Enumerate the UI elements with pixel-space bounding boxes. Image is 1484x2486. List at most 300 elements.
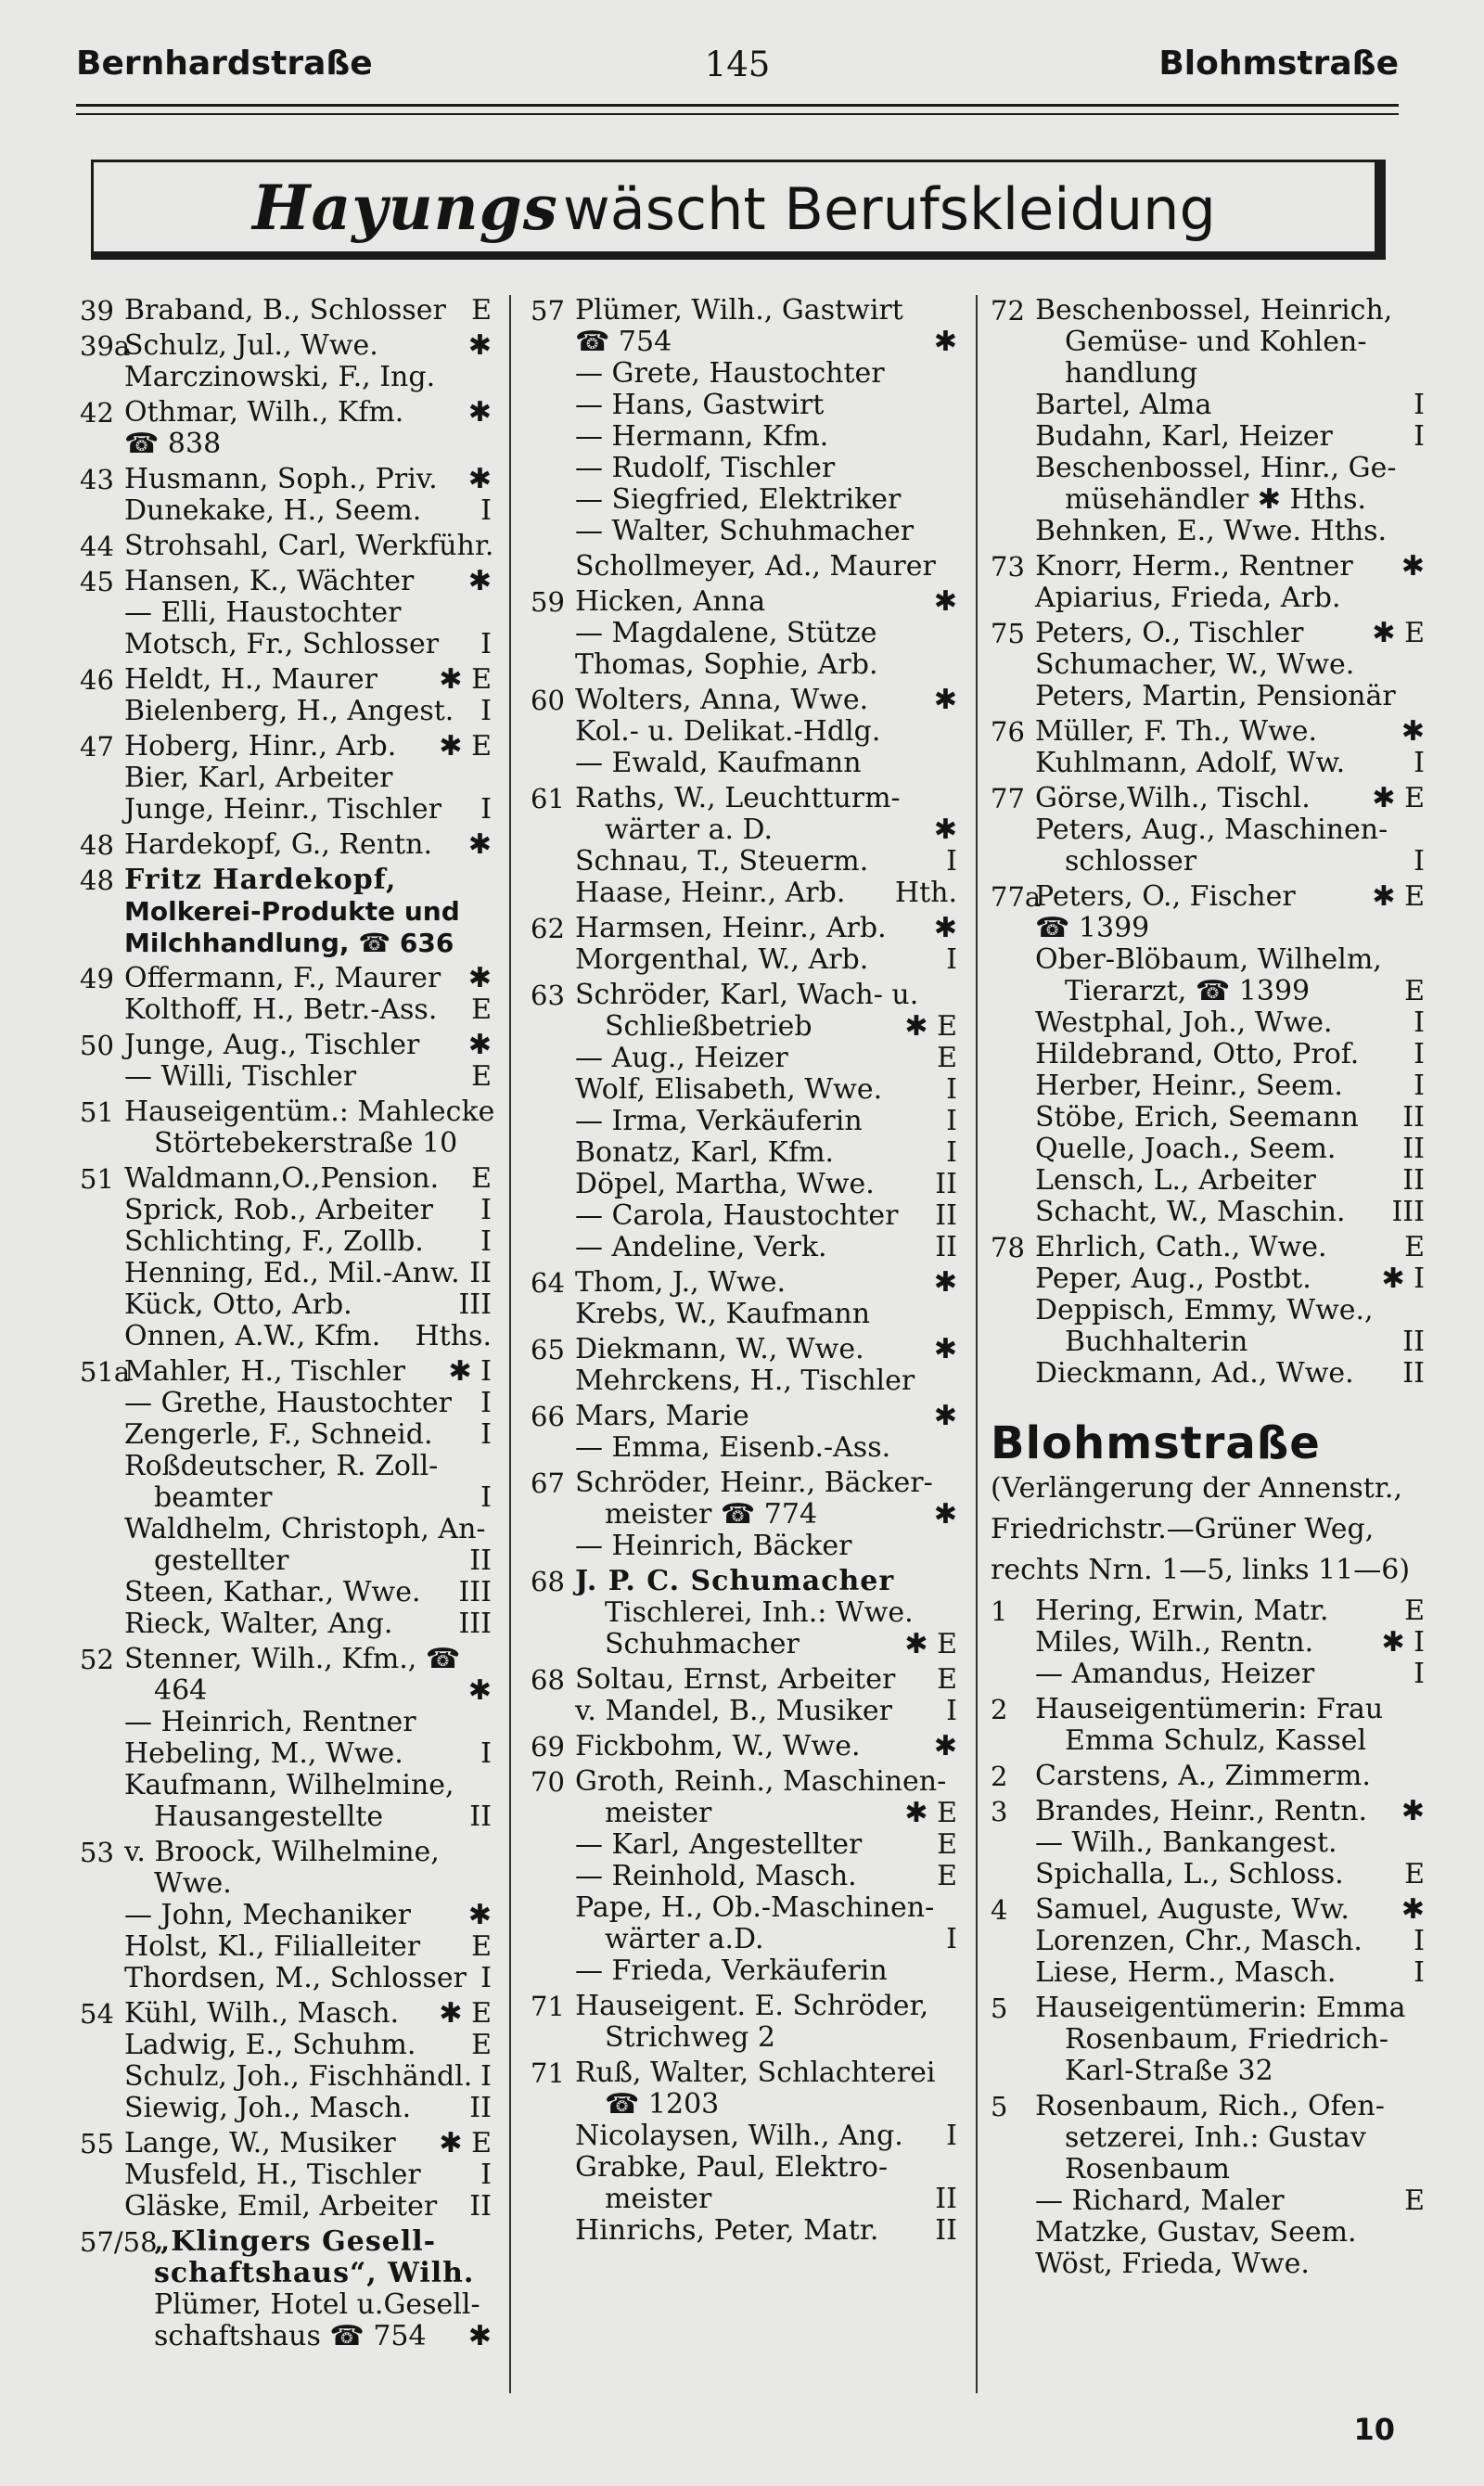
entry-line — [531, 2152, 957, 2184]
house-number: 75 — [991, 618, 1025, 649]
resident-text: Steen, Kathar., Wwe. — [124, 1576, 421, 1608]
directory-entry — [991, 1761, 1425, 1792]
entry-line — [991, 1197, 1425, 1228]
entry-line — [531, 1696, 957, 1727]
resident-text: — Aug., Heizer — [575, 1042, 788, 1074]
resident-text: Müller, F. Th., Wwe. — [1035, 715, 1318, 748]
entry-line — [531, 1074, 957, 1106]
directory-entry — [80, 397, 492, 460]
entry-line — [80, 1577, 492, 1608]
resident-text: Wolters, Anna, Wwe. — [575, 684, 869, 716]
entry-line — [991, 649, 1425, 681]
resident-text: — Richard, Maler — [1035, 2185, 1285, 2217]
entry-line — [80, 1931, 492, 1963]
house-number: 5 — [991, 1993, 1008, 2024]
resident-text: Morgenthal, W., Arb. — [575, 943, 869, 976]
house-number: 1 — [991, 1595, 1008, 1627]
entry-line — [531, 716, 957, 748]
resident-text: Knorr, Herm., Rentner — [1035, 550, 1353, 583]
resident-text: — Ewald, Kaufmann — [575, 747, 862, 779]
floor-marker: II — [469, 1257, 492, 1289]
entry-line — [80, 1195, 492, 1226]
house-number: 50 — [80, 1030, 114, 1061]
resident-text: Bier, Karl, Arbeiter — [124, 762, 393, 794]
resident-text: Onnen, A.W., Kfm. — [124, 1320, 381, 1352]
resident-text: Döpel, Martha, Wwe. — [575, 1168, 875, 1200]
resident-text: Hansen, K., Wächter — [124, 565, 415, 597]
resident-text: Kolthoff, H., Betr.-Ass. — [124, 993, 438, 1026]
resident-text: Musfeld, H., Tischler — [124, 2159, 421, 2191]
entry-line — [991, 881, 1425, 913]
resident-text: Mahler, H., Tischler — [124, 1355, 405, 1388]
entry-line — [991, 846, 1425, 878]
column-divider — [976, 295, 978, 2393]
entry-line — [531, 1629, 957, 1660]
resident-text: Schuhmacher — [605, 1628, 800, 1660]
entry-line — [991, 516, 1425, 547]
entry-line — [80, 1837, 492, 1868]
floor-marker: ✱ E — [1372, 880, 1425, 913]
resident-text: Deppisch, Emmy, Wwe., — [1035, 1294, 1374, 1326]
entry-line — [991, 1926, 1425, 1957]
resident-text: wärter a.D. — [605, 1923, 764, 1955]
house-number: 62 — [531, 913, 565, 944]
resident-text: Ehrlich, Cath., Wwe. — [1035, 1231, 1327, 1263]
directory-entry — [531, 1401, 957, 1464]
floor-marker: ✱ — [933, 684, 957, 716]
resident-text: — Reinhold, Masch. — [575, 1860, 857, 1892]
directory-entry — [991, 1993, 1425, 2087]
entry-line — [80, 928, 492, 959]
resident-text: Görse,Wilh., Tischl. — [1035, 782, 1311, 814]
entry-line — [991, 1694, 1425, 1725]
resident-text: Groth, Reinh., Maschinen- — [575, 1765, 947, 1798]
house-number: 57 — [531, 295, 565, 327]
floor-marker: I — [1414, 747, 1425, 779]
directory-entry — [80, 1096, 495, 1160]
house-number: 53 — [80, 1837, 114, 1868]
floor-marker: E — [471, 993, 492, 1026]
resident-text: Gläske, Emil, Arbeiter — [124, 2190, 438, 2223]
entry-line — [991, 1263, 1425, 1295]
directory-entry — [531, 913, 957, 976]
entry-line — [531, 1432, 957, 1464]
directory-entry — [531, 1467, 957, 1562]
resident-text: Motsch, Fr., Schlosser — [124, 628, 440, 660]
floor-marker: I — [1414, 1070, 1425, 1102]
entry-line — [80, 2159, 492, 2191]
floor-marker: E — [471, 2029, 492, 2061]
entry-line — [531, 1365, 957, 1397]
resident-text: Schnau, T., Steuerm. — [575, 845, 869, 878]
resident-text: — Hans, Gastwirt — [575, 389, 825, 421]
house-number: 5 — [991, 2091, 1008, 2122]
entry-line — [991, 551, 1425, 583]
entry-line — [531, 748, 957, 779]
floor-marker: I — [1414, 1658, 1425, 1690]
entry-line — [80, 295, 492, 327]
floor-marker: ✱ — [467, 463, 492, 495]
resident-text: Soltau, Ernst, Arbeiter — [575, 1663, 896, 1696]
entry-line — [531, 1334, 957, 1365]
floor-marker: ✱ I — [1381, 1626, 1425, 1659]
entry-line — [991, 1827, 1425, 1859]
floor-marker: E — [937, 1042, 957, 1074]
house-number: 70 — [531, 1766, 565, 1798]
entry-line — [531, 2215, 957, 2247]
resident-text: Rosenbaum, Friedrich- — [1065, 2023, 1388, 2056]
floor-marker: I — [946, 2120, 957, 2152]
directory-entry — [991, 618, 1425, 712]
entry-line — [531, 2022, 957, 2054]
floor-marker: Hth. — [894, 877, 957, 909]
resident-text: handlung — [1065, 357, 1198, 390]
directory-entry — [531, 2057, 957, 2247]
entry-line — [991, 1039, 1425, 1070]
house-number: 51a — [80, 1356, 131, 1388]
entry-line — [531, 1861, 957, 1892]
resident-text: Kuhlmann, Adolf, Ww. — [1035, 747, 1346, 779]
directory-entry — [80, 865, 492, 959]
resident-text: Hauseigentümerin: Emma — [1035, 1992, 1406, 2024]
resident-text: Haase, Heinr., Arb. — [575, 877, 846, 909]
floor-marker: ✱ I — [1381, 1262, 1425, 1295]
resident-text: schaftshaus“, Wilh. — [154, 2257, 475, 2289]
floor-marker: II — [935, 2183, 957, 2215]
floor-marker: I — [946, 1105, 957, 1137]
page-number: 145 — [704, 45, 771, 84]
resident-text: wärter a. D. — [605, 814, 774, 846]
resident-text: Peper, Aug., Postbt. — [1035, 1262, 1311, 1295]
floor-marker: ✱ — [933, 1266, 957, 1299]
entry-line — [80, 1675, 492, 1707]
floor-marker: II — [1402, 1357, 1425, 1390]
floor-marker: II — [1402, 1326, 1425, 1358]
house-number: 2 — [991, 1694, 1008, 1725]
entry-line — [531, 1531, 957, 1562]
entry-line — [80, 731, 492, 762]
resident-text: Budahn, Karl, Heizer — [1035, 420, 1333, 453]
entry-line — [531, 980, 957, 1011]
resident-text: Hering, Erwin, Matr. — [1035, 1595, 1329, 1627]
entry-line — [531, 1924, 957, 1955]
resident-text: Samuel, Auguste, Ww. — [1035, 1893, 1350, 1926]
floor-marker: I — [480, 628, 492, 660]
entry-line — [991, 358, 1425, 390]
resident-text: Waldmann,O.,Pension. — [124, 1162, 440, 1195]
entry-line — [531, 2057, 957, 2089]
entry-line — [531, 1731, 957, 1762]
floor-marker: ✱ — [933, 1498, 957, 1531]
resident-text: Kühl, Wilh., Masch. — [124, 1997, 400, 2030]
entry-line — [991, 618, 1425, 649]
resident-text: Tierarzt, ☎ 1399 — [1065, 975, 1311, 1007]
house-number: 2 — [991, 1761, 1008, 1792]
resident-text: Nicolaysen, Wilh., Ang. — [575, 2120, 903, 2152]
floor-marker: I — [480, 2060, 492, 2093]
floor-marker: I — [1414, 420, 1425, 453]
resident-text: Lange, W., Musiker — [124, 2127, 396, 2159]
house-number: 57/58 — [80, 2226, 158, 2258]
resident-text: meister — [605, 1797, 712, 1829]
entry-line — [991, 484, 1425, 516]
floor-marker: I — [480, 1962, 492, 1994]
entry-line — [80, 362, 492, 393]
resident-text: ☎ 1203 — [605, 2088, 720, 2121]
directory-entry — [80, 1356, 492, 1640]
directory-entry — [531, 1566, 957, 1660]
entry-line — [80, 1998, 492, 2030]
resident-text: Marczinowski, F., Ing. — [124, 361, 436, 393]
floor-marker: ✱ E — [439, 663, 492, 696]
running-head — [76, 45, 1399, 91]
resident-text: Hebeling, M., Wwe. — [124, 1737, 403, 1770]
resident-text: Hicken, Anna — [575, 585, 766, 618]
entry-line — [531, 2089, 957, 2121]
house-number: 3 — [991, 1796, 1008, 1827]
entry-line — [991, 1957, 1425, 1989]
floor-marker: I — [480, 2159, 492, 2191]
house-number: 71 — [531, 1991, 565, 2022]
entry-line — [531, 1798, 957, 1829]
entry-line — [80, 1801, 492, 1833]
entry-line — [991, 1358, 1425, 1390]
entry-line — [531, 358, 957, 390]
directory-entry — [531, 1664, 957, 1727]
directory-entry — [80, 1163, 492, 1352]
resident-text: — Siegfried, Elektriker — [575, 483, 902, 516]
resident-text: Stenner, Wilh., Kfm., ☎ — [124, 1643, 461, 1675]
entry-line — [991, 295, 1425, 327]
house-number: 60 — [531, 685, 565, 716]
entry-line — [80, 1128, 492, 1160]
resident-text: Mars, Marie — [575, 1400, 749, 1432]
entry-line — [991, 1165, 1425, 1197]
resident-text: — Karl, Angestellter — [575, 1828, 863, 1861]
entry-line — [80, 896, 492, 928]
entry-line — [80, 794, 492, 826]
resident-text: Herber, Heinr., Seem. — [1035, 1070, 1343, 1102]
house-number: 48 — [80, 865, 114, 896]
house-number: 67 — [531, 1467, 565, 1499]
entry-line — [80, 1356, 492, 1388]
house-number: 39a — [80, 330, 131, 362]
house-number: 71 — [531, 2057, 565, 2089]
floor-marker: II — [469, 2190, 492, 2223]
floor-marker: E — [471, 1060, 492, 1093]
floor-marker: E — [471, 294, 492, 327]
resident-text: — Amandus, Heizer — [1035, 1658, 1315, 1690]
entry-line — [80, 1868, 492, 1900]
entry-line — [80, 397, 492, 429]
entry-line — [531, 1766, 957, 1798]
floor-marker: ✱ E — [1372, 782, 1425, 814]
entry-line — [531, 1232, 957, 1263]
resident-text: Roßdeutscher, R. Zoll- — [124, 1450, 439, 1482]
floor-marker: I — [480, 1387, 492, 1419]
resident-text: Schulz, Jul., Wwe. — [124, 329, 378, 362]
floor-marker: I — [946, 845, 957, 878]
floor-marker: ✱ — [1401, 715, 1425, 748]
directory-column-1 — [80, 294, 495, 2399]
directory-entry — [991, 881, 1425, 1228]
resident-text: ☎ 1399 — [1035, 912, 1150, 944]
house-number: 77 — [991, 783, 1025, 814]
resident-text: Miles, Wilh., Rentn. — [1035, 1626, 1314, 1659]
entry-line — [531, 1267, 957, 1299]
entry-line — [991, 1007, 1425, 1039]
directory-entry — [80, 731, 492, 826]
floor-marker: I — [1414, 389, 1425, 421]
resident-text: Husmann, Soph., Priv. — [124, 463, 438, 495]
resident-text: Ober-Blöbaum, Wilhelm, — [1035, 943, 1382, 976]
house-number: 59 — [531, 586, 565, 618]
floor-marker: ✱ E — [439, 730, 492, 762]
resident-text: Fickbohm, W., Wwe. — [575, 1730, 861, 1762]
house-number: 72 — [991, 295, 1025, 327]
resident-text: Raths, W., Leuchtturm- — [575, 782, 901, 814]
entry-line — [991, 1761, 1425, 1792]
floor-marker: II — [1402, 1133, 1425, 1165]
entry-line — [991, 421, 1425, 453]
resident-text: 464 — [154, 1674, 208, 1707]
entry-line — [80, 664, 492, 696]
resident-text: Braband, B., Schlosser — [124, 294, 446, 327]
resident-text: — Grete, Haustochter — [575, 357, 885, 390]
resident-text: Carstens, A., Zimmerm. — [1035, 1760, 1371, 1792]
resident-text: Lensch, L., Arbeiter — [1035, 1164, 1316, 1197]
resident-text: Junge, Aug., Tischler — [124, 1029, 420, 1061]
entry-line — [531, 327, 957, 358]
directory-entry — [80, 1998, 492, 2124]
resident-text: Milchhandlung, ☎ 636 — [124, 928, 454, 958]
resident-text: Hauseigentümerin: Frau — [1035, 1693, 1384, 1725]
floor-marker: I — [1414, 1925, 1425, 1957]
floor-marker: ✱ — [933, 1333, 957, 1365]
entry-line — [991, 2056, 1425, 2087]
directory-entry — [80, 295, 492, 327]
resident-text: Hausangestellte — [154, 1800, 384, 1833]
entry-line — [991, 1659, 1425, 1690]
resident-text: Wolf, Elisabeth, Wwe. — [575, 1073, 883, 1106]
entry-line — [80, 1900, 492, 1931]
entry-line — [531, 1566, 957, 1597]
house-number: 49 — [80, 963, 114, 994]
resident-text: v. Broock, Wilhelmine, — [124, 1836, 440, 1868]
entry-line — [80, 531, 492, 562]
floor-marker: I — [1414, 1038, 1425, 1070]
entry-line — [80, 1289, 492, 1321]
floor-marker: II — [469, 1800, 492, 1833]
entry-line — [991, 2249, 1425, 2280]
house-number: 76 — [991, 716, 1025, 748]
entry-line — [531, 1991, 957, 2022]
entry-line — [80, 2321, 492, 2352]
house-number: 73 — [991, 551, 1025, 583]
resident-text: Hardekopf, G., Rentn. — [124, 828, 432, 861]
floor-marker: III — [458, 1576, 492, 1608]
entry-line — [80, 994, 492, 1026]
entry-line — [531, 913, 957, 944]
street-description-line: (Verlängerung der Annenstr., — [991, 1472, 1402, 1505]
resident-text: Schröder, Heinr., Bäcker- — [575, 1467, 933, 1499]
floor-marker: II — [469, 1544, 492, 1577]
resident-text: Behnken, E., Wwe. Hths. — [1035, 515, 1388, 547]
resident-text: Bielenberg, H., Angest. — [124, 695, 454, 727]
floor-marker: II — [469, 2092, 492, 2124]
directory-entry — [991, 1796, 1425, 1890]
resident-text: Pape, H., Ob.-Maschinen- — [575, 1891, 935, 1924]
entry-line — [80, 1545, 492, 1577]
resident-text: Waldhelm, Christoph, An- — [124, 1513, 486, 1545]
entry-line — [991, 1993, 1425, 2024]
entry-line — [531, 846, 957, 878]
advertisement-brand: Hayungs — [252, 172, 558, 244]
resident-text: — Elli, Haustochter — [124, 596, 402, 629]
entry-line — [991, 1070, 1425, 1102]
floor-marker: ✱ — [467, 1029, 492, 1061]
directory-entry — [531, 980, 957, 1263]
resident-text: meister — [605, 2183, 712, 2215]
resident-text: J. P. C. Schumacher — [575, 1565, 895, 1597]
floor-marker: ✱ — [1401, 550, 1425, 583]
resident-text: — Grethe, Haustochter — [124, 1387, 452, 1419]
entry-line — [80, 566, 492, 597]
directory-entry — [991, 551, 1425, 614]
entry-line — [991, 681, 1425, 712]
resident-text: Wwe. — [154, 1867, 232, 1900]
house-number: 54 — [80, 1998, 114, 2030]
directory-entry — [531, 1334, 957, 1397]
header-street-first: Bernhardstraße — [76, 45, 373, 83]
column-divider — [509, 295, 511, 2393]
entry-line — [991, 1326, 1425, 1358]
entry-line — [531, 1299, 957, 1330]
floor-marker: ✱ — [933, 814, 957, 846]
resident-text: Peters, O., Fischer — [1035, 880, 1296, 913]
entry-line — [531, 1043, 957, 1074]
resident-text: ☎ 754 — [575, 326, 672, 358]
entry-line — [80, 1608, 492, 1640]
resident-text: Stöbe, Erich, Seemann — [1035, 1101, 1359, 1134]
resident-text: — Heinrich, Bäcker — [575, 1530, 852, 1562]
resident-text: Siewig, Joh., Masch. — [124, 2092, 412, 2124]
entry-line — [991, 1894, 1425, 1926]
house-number: 51 — [80, 1096, 114, 1128]
entry-line — [991, 1627, 1425, 1659]
resident-text: — Walter, Schuhmacher — [575, 515, 915, 547]
entry-line — [991, 2154, 1425, 2185]
entry-line — [531, 618, 957, 649]
resident-text: Strichweg 2 — [605, 2021, 775, 2054]
directory-entry — [531, 586, 957, 681]
resident-text: Thomas, Sophie, Arb. — [575, 648, 878, 681]
house-number: 42 — [80, 397, 114, 429]
resident-text: — Irma, Verkäuferin — [575, 1105, 863, 1137]
advertisement-box — [91, 160, 1386, 260]
entry-line — [531, 516, 957, 547]
directory-entry — [531, 1267, 957, 1330]
entry-line — [531, 944, 957, 976]
entry-line — [80, 1163, 492, 1195]
resident-text: Wöst, Frieda, Wwe. — [1035, 2248, 1310, 2280]
entry-line — [991, 2185, 1425, 2217]
floor-marker: E — [1404, 2185, 1425, 2217]
directory-entry — [991, 1894, 1425, 1989]
entry-line — [80, 1321, 492, 1352]
entry-line — [80, 1707, 492, 1738]
resident-text: Hauseigent. E. Schröder, — [575, 1990, 929, 2022]
